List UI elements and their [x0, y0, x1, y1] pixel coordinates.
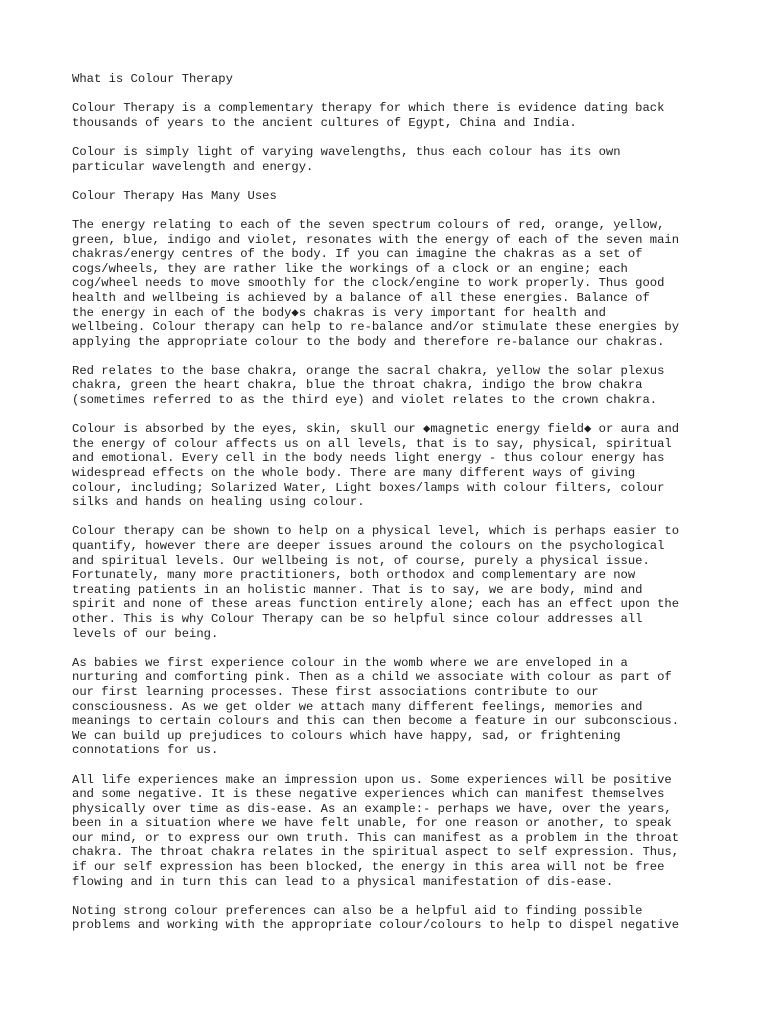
- childhood-paragraph: As babies we first experience colour in the womb where we are enveloped in a nurturing and comforting pink. Then as a child we associate with colour as part of our first learning processes. These first associations contribute to our consciousness. As we get older we attach many different feelings, memories and meanings to certain colours and this can then become a feature in our subconscious. We can build up prejudices to colours which have happy, sad, or frightening connotations for us.: [72, 655, 680, 758]
- chakra-colours-paragraph: Red relates to the base chakra, orange the sacral chakra, yellow the solar plexus chakra, green the heart chakra, blue the throat chakra, indigo the brow chakra (sometimes referred to as the third eye) and violet relates to the crown chakra.: [72, 363, 665, 408]
- intro-paragraph: Colour Therapy is a complementary therapy for which there is evidence dating back thousands of years to the ancient cultures of Egypt, China and India.: [72, 101, 665, 130]
- absorption-paragraph: Colour is absorbed by the eyes, skin, skull our ◆magnetic energy field◆ or aura and the energy of colour affects us on all levels, that is to say, physical, spiritual and emotional. Every cell in the body needs light energy - thus colour energy has widespread effects on the whole body. There are many different ways of giving colour, including; Solarized Water, Light boxes/lamps with colour filters, colour silks and hands on healing using colour.: [72, 422, 680, 510]
- document-body: [72, 72, 712, 948]
- life-experience-paragraph: All life experiences make an impression upon us. Some experiences will be positive and some negative. It is these negative experiences which can manifest themselves physically over time as dis-ease. As an example:- perhaps we have, over the years, been in a situation where we have felt unable, for one reason or another, to speak our mind, or to express our own truth. This can manifest as a problem in the throat chakra. The throat chakra relates in the spiritual aspect to self expression. Thus, if our self expression has been blocked, the energy in this area will not be free flowing and in turn this can lead to a physical manifestation of dis-ease.: [72, 772, 680, 889]
- document-title: What is Colour Therapy: [72, 72, 233, 86]
- preferences-paragraph: Noting strong colour preferences can also be a helpful aid to finding possible problems and working with the appropriate colour/colours to help to dispel negative: [72, 903, 680, 933]
- holistic-paragraph: Colour therapy can be shown to help on a physical level, which is perhaps easier to quantify, however there are deeper issues around the colours on the psychological and spiritual levels. Our wellbeing is not, of course, purely a physical issue. Fortunately, many more practitioners, both orthodox and complementary are now treating patients in an holistic manner. That is to say, we are body, mind and spirit and none of these areas function entirely alone; each has an effect upon the other. This is why Colour Therapy can be so helpful since colour addresses all levels of our being.: [72, 524, 680, 641]
- chakra-energy-paragraph: The energy relating to each of the seven spectrum colours of red, orange, yellow, green, blue, indigo and violet, resonates with the energy of each of the seven main chakras/energy centres of the body. If you can imagine the chakras as a set of cogs/wheels, they are rather like the workings of a clock or an engine; each cog/wheel needs to move smoothly for the clock/engine to work properly. Thus good health and wellbeing is achieved by a balance of all these energies. Balance of the energy in each of the body◆s chakras is very important for health and wellbeing. Colour therapy can help to re-balance and/or stimulate these energies by applying the appropriate colour to the body and therefore re-balance our chakras.: [72, 217, 680, 349]
- wavelength-paragraph: Colour is simply light of varying wavelengths, thus each colour has its own particular wavelength and energy.: [72, 144, 621, 174]
- section-heading: Colour Therapy Has Many Uses: [72, 188, 277, 203]
